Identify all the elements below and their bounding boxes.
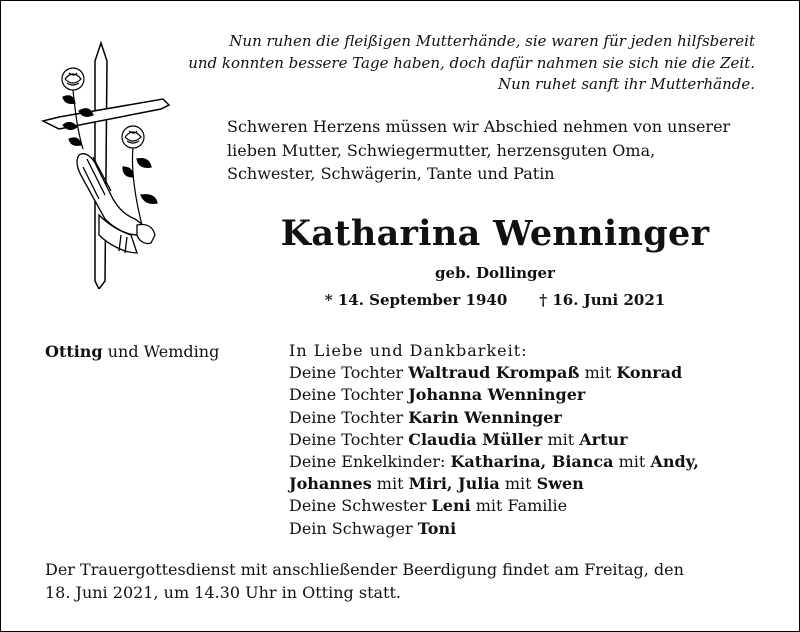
member-name: Katharina, Bianca	[450, 452, 614, 472]
family-line	[289, 518, 699, 540]
intro-line: lieben Mutter, Schwiegermutter, herzensguten Oma,	[227, 140, 656, 160]
member-name: Johannes	[289, 474, 372, 494]
relation: Deine Tochter	[289, 429, 409, 449]
relation: Deine Tochter	[289, 385, 409, 405]
life-dates	[1, 289, 799, 311]
poem-line: Nun ruhen die fleißigen Mutterhände, sie waren für jeden hilfsbereit	[229, 32, 755, 50]
connector: mit	[499, 474, 537, 494]
family-line	[289, 473, 699, 495]
poem-line: Nun ruhet sanft ihr Mutterhände.	[497, 75, 755, 93]
member-name: Claudia Müller	[408, 429, 543, 449]
connector: mit	[579, 363, 617, 383]
deceased-name: Katharina Wenninger	[280, 213, 710, 254]
family-list	[289, 340, 699, 540]
death-date: † 16. Juni 2021	[539, 291, 666, 309]
service-line: Der Trauergottesdienst mit anschließender Beerdigung findet am Freitag, den	[45, 560, 684, 579]
member-name: Toni	[417, 518, 457, 538]
relation: Deine Enkelkinder:	[289, 452, 451, 472]
service-notice	[45, 558, 745, 604]
connector: mit	[371, 474, 409, 494]
family-line	[289, 451, 699, 473]
connector: mit Familie	[470, 496, 568, 516]
member-name: Artur	[579, 429, 628, 449]
family-lead: In Liebe und Dankbarkeit:	[289, 341, 528, 360]
birth-name: geb. Dollinger	[435, 264, 555, 282]
relation: Deine Schwester	[289, 496, 432, 516]
member-name: Miri, Julia	[408, 474, 500, 494]
relation: Dein Schwager	[289, 518, 418, 538]
relation: Deine Tochter	[289, 407, 409, 427]
birth-date: * 14. September 1940	[324, 291, 508, 309]
family-line	[289, 362, 699, 384]
place-bold: Otting	[45, 342, 103, 361]
family-line	[289, 429, 699, 451]
member-name: Karin Wenninger	[408, 407, 562, 427]
relation: Deine Tochter	[289, 363, 409, 383]
poem	[188, 31, 755, 96]
intro-text	[227, 115, 730, 186]
family-line	[289, 384, 699, 406]
member-name: Waltraud Krompaß	[408, 363, 580, 383]
place-line	[45, 341, 219, 363]
family-line	[289, 495, 699, 517]
member-name: Konrad	[616, 363, 683, 383]
connector: mit	[542, 429, 580, 449]
family-line	[289, 407, 699, 429]
member-name: Andy,	[650, 452, 699, 472]
connector: mit	[613, 452, 651, 472]
member-name: Leni	[431, 496, 471, 516]
place-rest: und Wemding	[102, 342, 220, 361]
member-name: Johanna Wenninger	[408, 385, 586, 405]
poem-line: und konnten bessere Tage haben, doch dafür nahmen sie sich nie die Zeit.	[188, 53, 755, 72]
service-line: 18. Juni 2021, um 14.30 Uhr in Otting statt.	[45, 583, 401, 602]
member-name: Swen	[536, 474, 584, 494]
intro-line: Schwester, Schwägerin, Tante und Patin	[227, 164, 555, 183]
intro-line: Schweren Herzens müssen wir Abschied nehmen von unserer	[227, 117, 731, 136]
